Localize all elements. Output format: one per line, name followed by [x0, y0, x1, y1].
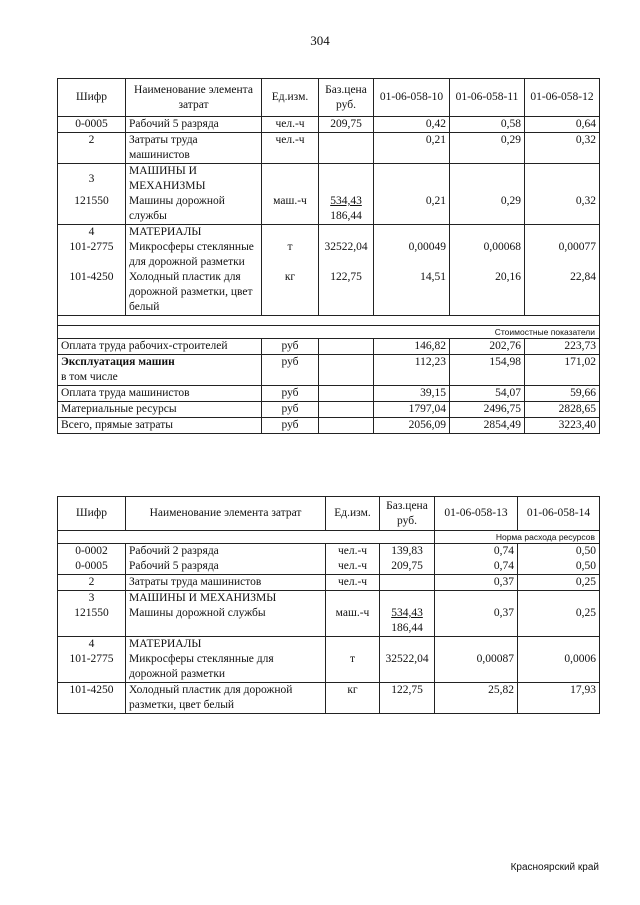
row-value-1: 14,51	[374, 270, 450, 316]
summary-row	[58, 402, 600, 418]
row-price	[380, 606, 435, 637]
row-name: Микросферы стеклянные для дорожной разметки	[126, 240, 262, 270]
summary-value-2: 54,07	[450, 386, 525, 402]
summary-label-cell	[58, 355, 262, 386]
summary-value-2: 202,76	[450, 339, 525, 355]
row-value-2: 0,29	[450, 133, 525, 164]
row-value-2: 0,00068	[450, 240, 525, 270]
section-header-row	[58, 591, 600, 607]
row-value-3: 0,00077	[525, 240, 600, 270]
row-unit: чел.-ч	[262, 133, 319, 164]
row-name: Рабочий 2 разряда	[126, 544, 326, 560]
row-value-2: 0,0006	[518, 652, 600, 683]
table-header-row	[58, 497, 600, 531]
row-value-2: 0,25	[518, 575, 600, 591]
section-header-row	[58, 164, 600, 195]
row-code: 0-0005	[58, 117, 126, 133]
summary-value-3: 3223,40	[525, 418, 600, 434]
row-code: 101-2775	[58, 652, 126, 683]
row-value-3: 0,64	[525, 117, 600, 133]
row-unit: кг	[326, 683, 380, 714]
header-name: Наименование элемента затрат	[126, 79, 262, 117]
table-row	[58, 270, 600, 316]
spacer-row	[58, 316, 600, 326]
section-code: 3	[58, 164, 126, 195]
table-row	[58, 606, 600, 637]
row-code: 2	[58, 575, 126, 591]
row-name: Холодный пластик для дорожной разметки, цвет белый	[126, 270, 262, 316]
norm-note-row	[58, 531, 600, 544]
row-name: Машины дорожной службы	[126, 606, 326, 637]
row-unit: чел.-ч	[326, 559, 380, 575]
table-row	[58, 652, 600, 683]
summary-value-1: 1797,04	[374, 402, 450, 418]
section-title: МАШИНЫ И МЕХАНИЗМЫ	[126, 164, 262, 195]
row-value-1: 25,82	[435, 683, 518, 714]
row-name: Микросферы стеклянные для дорожной разметки	[126, 652, 326, 683]
row-value-1: 0,74	[435, 559, 518, 575]
table-row	[58, 683, 600, 714]
row-code: 121550	[58, 194, 126, 225]
row-price: 32522,04	[319, 240, 374, 270]
header-col-2: 01-06-058-14	[518, 497, 600, 531]
header-name: Наименование элемента затрат	[126, 497, 326, 531]
summary-sublabel: в том числе	[61, 371, 118, 383]
cost-indicators-row	[58, 326, 600, 339]
table-row	[58, 544, 600, 560]
row-code: 0-0005	[58, 559, 126, 575]
row-price	[319, 194, 374, 225]
page-number: 304	[310, 33, 330, 48]
section-title: МАТЕРИАЛЫ	[126, 225, 262, 241]
estimate-table-1	[57, 78, 600, 434]
table-row	[58, 133, 600, 164]
row-unit: кг	[262, 270, 319, 316]
row-value-1: 0,00049	[374, 240, 450, 270]
section-header-row	[58, 637, 600, 653]
row-value-1: 0,74	[435, 544, 518, 560]
row-code: 0-0002	[58, 544, 126, 560]
row-price: 122,75	[380, 683, 435, 714]
header-col-3: 01-06-058-12	[525, 79, 600, 117]
summary-unit: руб	[262, 386, 319, 402]
section-code: 3	[58, 591, 126, 607]
row-code: 101-4250	[58, 270, 126, 316]
row-unit: т	[262, 240, 319, 270]
row-value-3: 0,32	[525, 194, 600, 225]
row-name: Рабочий 5 разряда	[126, 559, 326, 575]
header-price: Баз.цена руб.	[319, 79, 374, 117]
table-row	[58, 240, 600, 270]
row-code: 2	[58, 133, 126, 164]
header-col-1: 01-06-058-13	[435, 497, 518, 531]
price-wage: 186,44	[391, 622, 423, 634]
row-value-2: 0,50	[518, 559, 600, 575]
summary-value-1: 39,15	[374, 386, 450, 402]
header-code: Шифр	[58, 497, 126, 531]
summary-label: Материальные ресурсы	[58, 402, 262, 418]
row-price: 139,83	[380, 544, 435, 560]
row-unit: маш.-ч	[326, 606, 380, 637]
price-machine: 534,43	[391, 607, 423, 619]
header-unit: Ед.изм.	[326, 497, 380, 531]
summary-label: Эксплуатация машин	[61, 356, 175, 368]
footer-region: Красноярский край	[510, 862, 599, 873]
table-header-row	[58, 79, 600, 117]
row-code: 101-2775	[58, 240, 126, 270]
row-value-1: 0,21	[374, 133, 450, 164]
row-value-2: 0,58	[450, 117, 525, 133]
summary-value-3: 223,73	[525, 339, 600, 355]
row-value-2: 20,16	[450, 270, 525, 316]
row-value-2: 0,25	[518, 606, 600, 637]
row-price: 122,75	[319, 270, 374, 316]
row-name: Холодный пластик для дорожной разметки, цвет белый	[126, 683, 326, 714]
row-code: 101-4250	[58, 683, 126, 714]
summary-value-1: 112,23	[374, 355, 450, 386]
summary-row	[58, 418, 600, 434]
header-col-1: 01-06-058-10	[374, 79, 450, 117]
table-row	[58, 194, 600, 225]
header-code: Шифр	[58, 79, 126, 117]
table-row	[58, 559, 600, 575]
row-unit: маш.-ч	[262, 194, 319, 225]
summary-row	[58, 386, 600, 402]
row-price: 209,75	[319, 117, 374, 133]
section-title: МАТЕРИАЛЫ	[126, 637, 326, 653]
summary-unit: руб	[262, 402, 319, 418]
row-value-1: 0,37	[435, 606, 518, 637]
summary-value-3: 2828,65	[525, 402, 600, 418]
summary-unit: руб	[262, 418, 319, 434]
summary-label: Оплата труда рабочих-строителей	[58, 339, 262, 355]
row-value-2: 0,29	[450, 194, 525, 225]
row-unit: чел.-ч	[262, 117, 319, 133]
summary-unit: руб	[262, 355, 319, 386]
row-price	[319, 133, 374, 164]
section-title: МАШИНЫ И МЕХАНИЗМЫ	[126, 591, 326, 607]
norm-note: Норма расхода ресурсов	[435, 531, 600, 544]
header-price: Баз.цена руб.	[380, 497, 435, 531]
price-wage: 186,44	[330, 210, 362, 222]
section-code: 4	[58, 225, 126, 241]
row-value-1: 0,37	[435, 575, 518, 591]
row-unit: чел.-ч	[326, 575, 380, 591]
table-row	[58, 575, 600, 591]
row-price: 32522,04	[380, 652, 435, 683]
row-value-1: 0,21	[374, 194, 450, 225]
row-name: Затраты труда машинистов	[126, 575, 326, 591]
cost-indicators-note: Стоимостные показатели	[58, 326, 600, 339]
row-unit: т	[326, 652, 380, 683]
row-value-3: 22,84	[525, 270, 600, 316]
estimate-table-2	[57, 496, 600, 714]
row-value-1: 0,42	[374, 117, 450, 133]
row-code: 121550	[58, 606, 126, 637]
summary-unit: руб	[262, 339, 319, 355]
summary-value-3: 171,02	[525, 355, 600, 386]
row-unit: чел.-ч	[326, 544, 380, 560]
summary-row	[58, 355, 600, 386]
summary-label: Оплата труда машинистов	[58, 386, 262, 402]
summary-value-2: 154,98	[450, 355, 525, 386]
price-machine: 534,43	[330, 195, 362, 207]
summary-value-1: 2056,09	[374, 418, 450, 434]
section-code: 4	[58, 637, 126, 653]
row-price: 209,75	[380, 559, 435, 575]
table-row	[58, 117, 600, 133]
row-name: Рабочий 5 разряда	[126, 117, 262, 133]
header-unit: Ед.изм.	[262, 79, 319, 117]
summary-label: Всего, прямые затраты	[58, 418, 262, 434]
row-name: Машины дорожной службы	[126, 194, 262, 225]
summary-value-1: 146,82	[374, 339, 450, 355]
row-value-3: 0,32	[525, 133, 600, 164]
summary-value-2: 2854,49	[450, 418, 525, 434]
row-value-2: 0,50	[518, 544, 600, 560]
header-col-2: 01-06-058-11	[450, 79, 525, 117]
row-name: Затраты труда машинистов	[126, 133, 262, 164]
summary-row	[58, 339, 600, 355]
summary-value-2: 2496,75	[450, 402, 525, 418]
section-header-row	[58, 225, 600, 241]
summary-value-3: 59,66	[525, 386, 600, 402]
row-value-1: 0,00087	[435, 652, 518, 683]
row-value-2: 17,93	[518, 683, 600, 714]
